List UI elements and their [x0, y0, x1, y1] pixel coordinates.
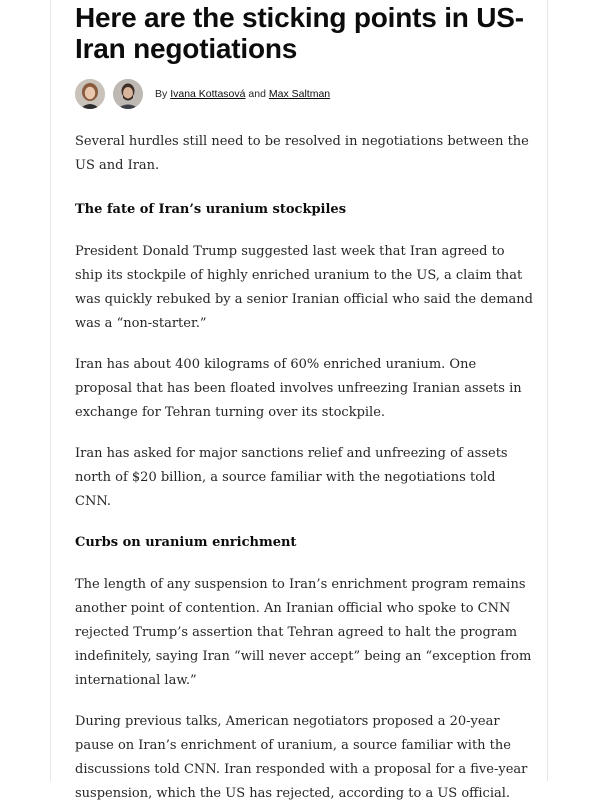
byline-prefix: By	[155, 88, 168, 100]
paragraph: The length of any suspension to Iran’s enrichment program remains another point of contention. An Iranian official who spoke to CNN rejected Trump’s assertion that Tehran agreed to halt the program indefinitely, saying Iran “will never accept” being an “exception from international law.”	[75, 577, 532, 688]
byline	[75, 78, 535, 110]
paragraph: Iran has asked for major sanctions relief and unfreezing of assets north of $20 billion, a source familiar with the negotiations told CNN.	[75, 446, 508, 509]
author-link-max[interactable]: Max Saltman	[268, 88, 331, 100]
author-avatar-ivana[interactable]	[75, 79, 105, 109]
author-photo-icon	[113, 79, 143, 109]
intro-paragraph: Several hurdles still need to be resolved in negotiations between the US and Iran.	[75, 134, 529, 173]
byline-conjunction: and	[248, 88, 266, 100]
paragraph: During previous talks, American negotiators proposed a 20-year pause on Iran’s enrichment of uranium, a source familiar with the discussions told CNN. Iran responded with a proposal for a five-year suspension, which the US has rejected, according to a US official.	[75, 714, 528, 801]
author-link-ivana[interactable]: Ivana Kottasová	[170, 88, 246, 100]
section-heading-stockpiles: The fate of Iran’s uranium stockpiles	[75, 202, 347, 217]
section-heading-enrichment: Curbs on uranium enrichment	[75, 535, 297, 550]
byline-text	[155, 87, 330, 101]
paragraph: President Donald Trump suggested last week that Iran agreed to ship its stockpile of highly enriched uranium to the US, a claim that was quickly rebuked by a senior Iranian official who said the demand was a “non-starter.”	[75, 244, 533, 331]
article-headline: Here are the sticking points in US-Iran negotiations	[75, 2, 524, 64]
paragraph: Iran has about 400 kilograms of 60% enriched uranium. One proposal that has been floated involves unfreezing Iranian assets in exchange for Tehran turning over its stockpile.	[75, 357, 522, 420]
article-content	[75, 0, 535, 806]
author-avatar-max[interactable]	[113, 79, 143, 109]
author-photo-icon	[75, 79, 105, 109]
